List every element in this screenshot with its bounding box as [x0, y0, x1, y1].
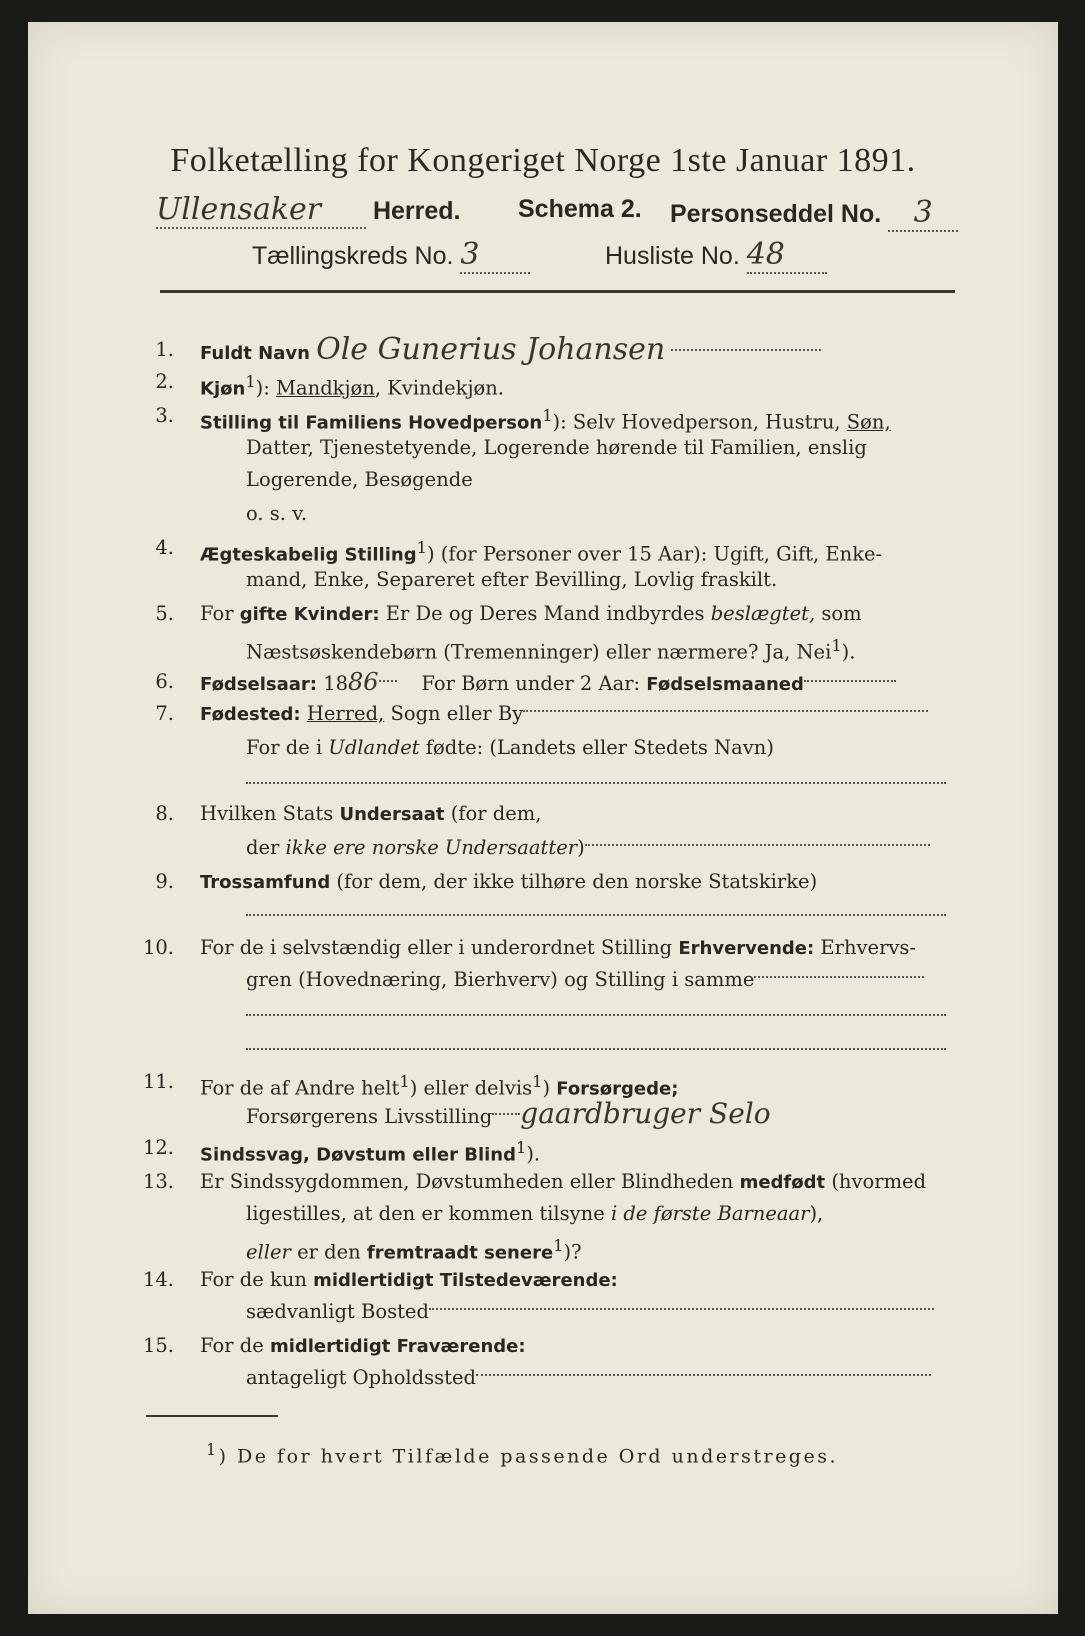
dotted-line — [585, 844, 930, 846]
dotted-line — [379, 680, 397, 682]
congenital-label: medfødt — [739, 1172, 826, 1193]
family-position-selected: Søn, — [846, 410, 891, 434]
text: Udlandet — [328, 736, 420, 759]
text: For — [200, 602, 240, 625]
municipality-value: Ullensaker — [156, 192, 366, 229]
text: ) — [577, 836, 585, 859]
dotted-line — [476, 1374, 931, 1376]
text: Logerende, Besøgende — [246, 468, 473, 491]
question-number: 6. — [155, 670, 174, 693]
married-women-label: gifte Kvinder: — [239, 604, 380, 625]
text: ikke ere norske Undersaatter — [285, 836, 578, 859]
full-name-value: Ole Gunerius Johansen — [316, 332, 666, 367]
footnote-ref: 1 — [399, 1072, 410, 1091]
tellingskreds-label: Tællingskreds No. — [252, 242, 454, 270]
text: For Børn under 2 Aar: — [421, 672, 647, 695]
husliste-line — [605, 237, 827, 274]
full-name-label: Fuldt Navn — [200, 343, 310, 364]
husliste-label: Husliste No. — [605, 242, 740, 270]
footnote-ref: 1 — [206, 1440, 219, 1459]
text: (hvormed — [825, 1170, 927, 1193]
provider-occupation-value: gaardbruger Selo — [520, 1097, 771, 1130]
footnote-ref: 1 — [831, 636, 842, 655]
text: ): Selv Hovedperson, Hustru, — [552, 410, 847, 434]
herred-label: Herred. — [372, 197, 461, 225]
question-number: 2. — [155, 370, 174, 393]
text: (for dem, der ikke tilhøre den norske Statskirke) — [330, 870, 818, 893]
question-number: 8. — [155, 802, 174, 825]
text: mand, Enke, Separeret efter Bevilling, Lovlig fraskilt. — [246, 568, 778, 591]
dotted-line — [246, 782, 946, 784]
text: er den — [290, 1240, 367, 1264]
question-number: 13. — [142, 1170, 174, 1193]
question-number: 12. — [142, 1136, 174, 1159]
text: For de — [200, 1334, 270, 1357]
question-number: 3. — [155, 404, 174, 427]
occupation-label: Erhvervende: — [678, 938, 815, 959]
temporary-present-label: midlertidigt Tilstedeværende: — [313, 1270, 618, 1291]
personseddel-line — [670, 195, 958, 232]
text: ) — [542, 1076, 557, 1100]
birth-month-label: Fødselsmaaned — [646, 674, 804, 695]
disability-label: Sindssvag, Døvstum eller Blind — [200, 1144, 516, 1166]
text: sædvanligt Bosted — [246, 1300, 429, 1323]
text: For de i selvstændig eller i underordnet Stilling — [200, 936, 679, 959]
footnote-ref: 1 — [553, 1236, 564, 1255]
text: Er Sindssygdommen, Døvstumheden eller Blindheden — [200, 1170, 740, 1193]
sex-label: Kjøn — [200, 378, 246, 400]
text: Datter, Tjenestetyende, Logerende hørende til Familien, enslig — [246, 436, 867, 459]
footnote-text: ) De for hvert Tilfælde passende Ord understreges. — [218, 1445, 839, 1468]
text: ). — [526, 1142, 541, 1166]
footnote-ref: 1 — [416, 538, 427, 557]
tellingskreds-value: 3 — [460, 237, 530, 274]
footnote-ref: 1 — [542, 406, 553, 425]
text: gren (Hovednæring, Bierhverv) og Stilling i samme — [246, 968, 755, 991]
dotted-line — [246, 1014, 946, 1016]
text: For de i — [246, 736, 329, 759]
text: Er De og Deres Mand indbyrdes — [379, 602, 711, 625]
footnote-rule — [146, 1415, 278, 1417]
dotted-line — [429, 1308, 934, 1310]
text: ). — [841, 640, 856, 664]
family-position-label: Stilling til Familiens Hovedperson — [200, 412, 543, 434]
dependents-label: Forsørgede; — [556, 1078, 679, 1100]
text: ): — [255, 376, 277, 400]
text: ) (for Personer over 15 Aar): Ugift, Gift, Enke- — [426, 542, 883, 566]
birth-year-value: 86 — [348, 668, 379, 696]
text: Forsørgerens Livsstilling — [246, 1105, 493, 1128]
footnote-ref: 1 — [515, 1138, 527, 1157]
text: Hvilken Stats — [200, 802, 340, 825]
personseddel-label: Personseddel No. — [670, 200, 882, 228]
census-form-page — [28, 22, 1058, 1614]
text: o. s. v. — [246, 502, 308, 525]
question-number: 5. — [155, 602, 174, 625]
question-number: 9. — [155, 870, 174, 893]
text: ), — [809, 1202, 824, 1225]
text: (for dem, — [444, 802, 542, 825]
tellingskreds-line — [252, 237, 530, 274]
text: )? — [563, 1240, 582, 1264]
text: ) eller delvis — [409, 1076, 533, 1100]
text: For de af Andre helt — [200, 1076, 400, 1100]
later-onset-label: fremtraadt senere — [366, 1242, 554, 1264]
question-number: 4. — [155, 536, 174, 559]
question-number: 7. — [155, 702, 174, 725]
dotted-line — [246, 1048, 946, 1050]
text: som — [815, 602, 862, 625]
text: i de første Barneaar — [610, 1202, 810, 1225]
question-number: 10. — [142, 936, 174, 959]
marital-status-label: Ægteskabelig Stilling — [200, 544, 417, 566]
sex-selected-option: Mandkjøn — [276, 376, 375, 400]
text: Sogn eller By — [384, 702, 524, 725]
dotted-line — [671, 349, 821, 351]
form-title: Folketælling for Kongeriget Norge 1ste Januar 1891. — [170, 142, 916, 179]
text: Næstsøskendebørn (Tremenninger) eller nærmere? Ja, Nei — [246, 640, 832, 664]
municipality-line — [156, 192, 461, 229]
citizenship-label: Undersaat — [339, 804, 445, 825]
dotted-line — [492, 1113, 520, 1115]
question-number: 14. — [142, 1268, 174, 1291]
personseddel-value: 3 — [888, 195, 958, 232]
text: ligestilles, at den er kommen tilsyne — [246, 1202, 611, 1225]
text: beslægtet, — [710, 602, 816, 625]
text: , Kvindekjøn. — [374, 376, 505, 400]
dotted-line — [804, 680, 896, 682]
birthplace-label: Fødested: — [200, 704, 301, 725]
dotted-line — [754, 976, 924, 978]
footnote-ref: 1 — [245, 372, 256, 391]
text: der — [246, 836, 286, 859]
dotted-line — [246, 914, 946, 916]
header-rule — [160, 290, 955, 293]
text: 18 — [317, 672, 349, 695]
birth-year-label: Fødselsaar: — [200, 674, 317, 695]
text: Erhvervs- — [814, 936, 917, 959]
text: eller — [246, 1240, 291, 1264]
text: antageligt Opholdssted — [246, 1366, 477, 1389]
question-number: 11. — [142, 1070, 174, 1093]
religion-label: Trossamfund — [200, 872, 331, 893]
footnote-ref: 1 — [532, 1072, 543, 1091]
dotted-line — [523, 710, 928, 712]
birthplace-selected: Herred, — [306, 702, 385, 725]
text: fødte: (Landets eller Stedets Navn) — [419, 736, 774, 759]
temporary-absent-label: midlertidigt Fraværende: — [269, 1336, 526, 1357]
question-number: 15. — [142, 1334, 174, 1357]
footnote — [206, 1440, 838, 1467]
schema-label: Schema 2. — [518, 195, 642, 223]
husliste-value: 48 — [747, 237, 827, 274]
text: For de kun — [200, 1268, 314, 1291]
question-number: 1. — [155, 338, 174, 361]
